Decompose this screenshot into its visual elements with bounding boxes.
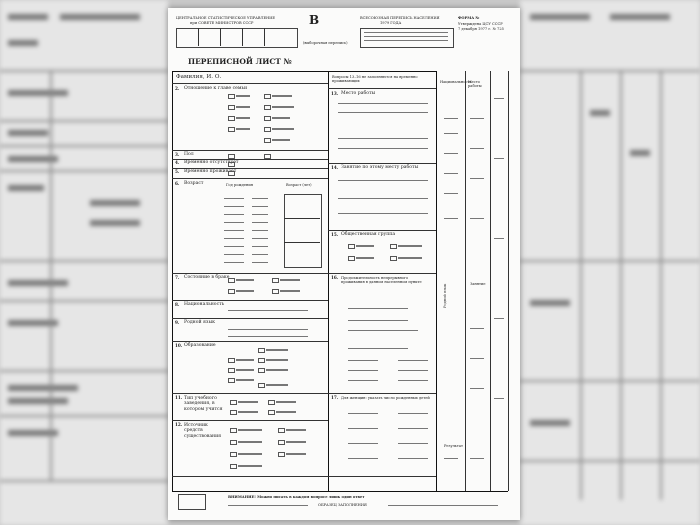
footer-box bbox=[178, 494, 206, 510]
column-header-workplace: Место работы bbox=[468, 80, 482, 89]
column-header-result: Результат bbox=[444, 444, 463, 448]
approval-line-2: 7 декабря 1977 г. № 725 bbox=[458, 27, 504, 31]
column-header-nationality: Национальность bbox=[440, 80, 472, 84]
birth-year-label: Год рождения bbox=[226, 183, 254, 187]
sheet-title: ПЕРЕПИСНОЙ ЛИСТ № bbox=[188, 57, 292, 66]
agency-line-1: ЦЕНТРАЛЬНОЕ СТАТИСТИЧЕСКОЕ УПРАВЛЕНИЕ bbox=[176, 16, 276, 20]
question-17: Для женщин: указать число рожденных детей bbox=[341, 396, 430, 400]
question-2: Отношение к главе семьи bbox=[184, 86, 248, 91]
question-12: Источник средств существования bbox=[184, 423, 222, 439]
question-11: Тип учебного заведения, в котором учится bbox=[184, 396, 223, 412]
column-header-occupation: Занятие bbox=[470, 282, 486, 286]
question-16: Продолжительность непрерывного проживания в данном населенном пункте bbox=[341, 276, 422, 285]
blurred-background-left bbox=[0, 0, 168, 525]
footer-sample: ОБРАЗЕЦ ЗАПОЛНЕНИЯ bbox=[318, 503, 367, 507]
approval-line-1: Утверждена ЦСУ СССР bbox=[458, 22, 503, 26]
question-6: Возраст bbox=[184, 181, 204, 186]
question-1: Фамилия, И. О. bbox=[176, 74, 222, 80]
column-header-language: Родной язык bbox=[443, 283, 447, 308]
form-number: ФОРМА № bbox=[458, 16, 480, 20]
question-4: Временно отсутствует bbox=[184, 160, 239, 165]
age-label: Возраст (лет) bbox=[286, 183, 312, 187]
question-15: Общественная группа bbox=[341, 232, 396, 237]
question-14: Занятие по этому месту работы bbox=[341, 165, 419, 170]
question-13: Место работы bbox=[341, 91, 376, 96]
question-3: Пол bbox=[184, 152, 194, 157]
form-letter: В bbox=[309, 13, 320, 27]
agency-line-2: при СОВЕТЕ МИНИСТРОВ СССР bbox=[190, 21, 254, 25]
note-13-16: Вопросы 13–16 не заполняются на временно проживающих bbox=[332, 75, 418, 84]
question-10: Образование bbox=[184, 343, 216, 348]
blurred-background-right bbox=[520, 0, 700, 525]
form-letter-note: (выборочная перепись) bbox=[303, 41, 348, 45]
census-year: 1979 ГОДА bbox=[380, 21, 402, 25]
census-title: ВСЕСОЮЗНАЯ ПЕРЕПИСЬ НАСЕЛЕНИЯ bbox=[360, 16, 440, 20]
census-form-sheet: ЦЕНТРАЛЬНОЕ СТАТИСТИЧЕСКОЕ УПРАВЛЕНИЕ при СОВЕТЕ МИНИСТРОВ СССР В (выборочная перепись) ВСЕСОЮЗНАЯ ПЕРЕПИСЬ НАСЕЛЕНИЯ 1979 ГОДА ФОРМА № Утверждена ЦСУ СССР 7 декабря 1977 г. № 725 ПЕРЕПИСНОЙ ЛИСТ № Фамилия, И. О. 2. Отношение к главе семьи 3. Пол 4. Временно отсутствует 5. Временно проживает 6. Возраст Год рождения Возраст (лет) 7. Состояние в браке 8. Национальность 9. Родной язык 10. Образование 11. Тип учебного заведения, в котором учится 12. Источник средств существования Вопросы 13–16 не заполняются на временно проживающих 13. Место работы 14. Занятие по этому месту работы 15. Общественная группа 16. Продолжительность непрерывного проживания в данном населенном пункте 17. Для женщин: указать число рожденных детей Национальность Место работы Родной язык Занятие Результат ВНИМАНИЕ! Можно писать в каждом вопросе лишь один ответ ОБРАЗЕЦ ЗАПОЛНЕНИЯ bbox=[168, 8, 520, 520]
footer-notice: ВНИМАНИЕ! Можно писать в каждом вопросе лишь один ответ bbox=[228, 495, 365, 499]
question-7: Состояние в браке bbox=[184, 275, 230, 280]
question-9: Родной язык bbox=[184, 320, 215, 325]
question-5: Временно проживает bbox=[184, 169, 237, 174]
code-boxes bbox=[176, 28, 298, 48]
instruction-box bbox=[360, 28, 454, 48]
question-8: Национальность bbox=[184, 302, 225, 307]
